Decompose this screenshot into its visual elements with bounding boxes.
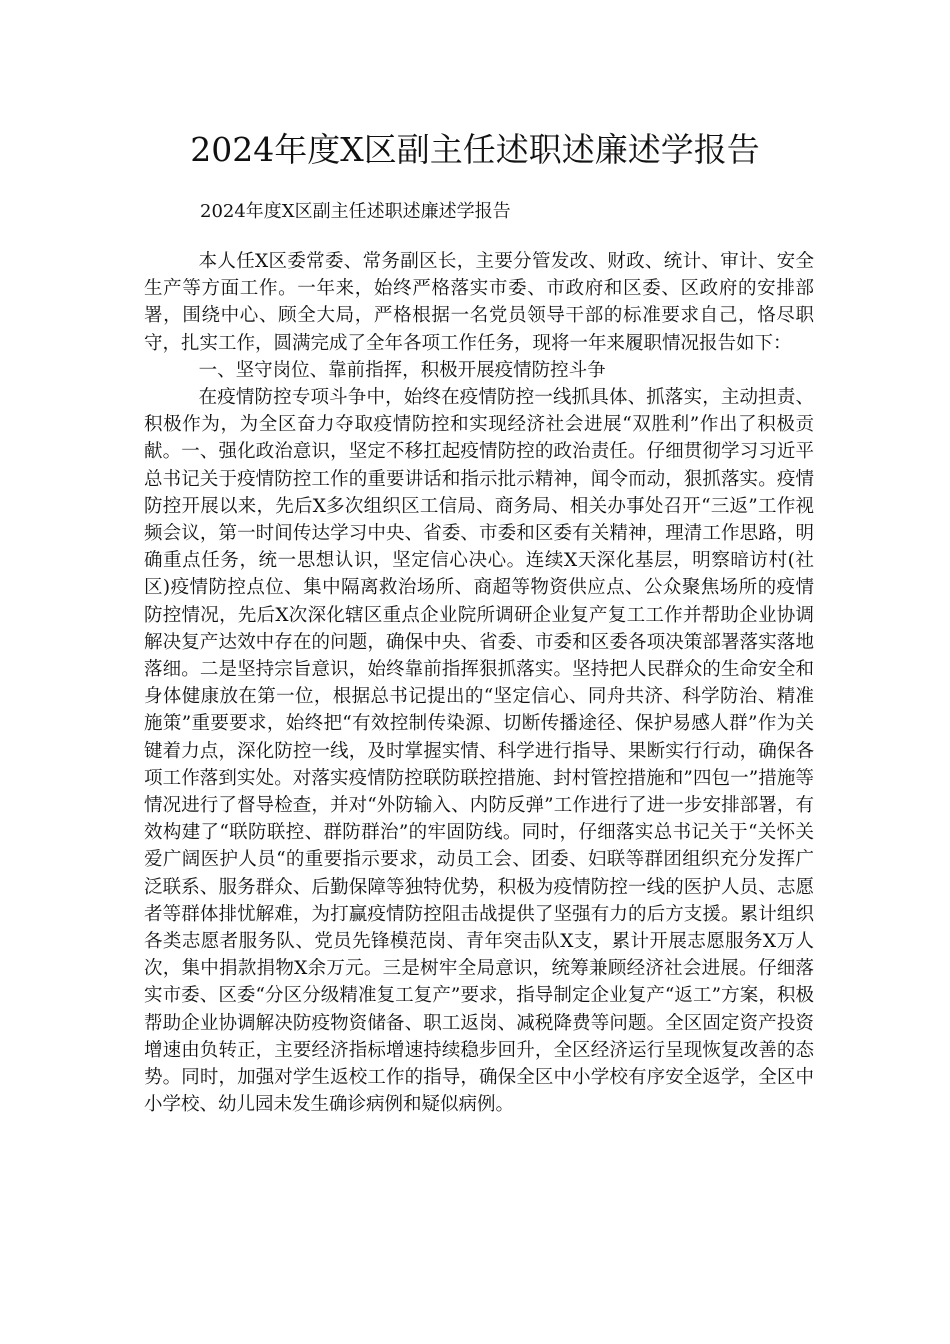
document-body: [144, 248, 814, 1119]
document-title: 2024年度X区副主任述职述廉述学报告: [190, 130, 760, 169]
body-paragraph: 在疫情防控专项斗争中，始终在疫情防控一线抓具体、抓落实，主动担责、积极作为，为全区奋力夺取疫情防控和实现经济社会进展“双胜利”作出了积极贡献。一、强化政治意识，坚定不移扛起疫情防控的政治责任。仔细贯彻学习习近平总书记关于疫情防控工作的重要讲话和指示批示精神，闻令而动，狠抓落实。疫情防控开展以来，先后X多次组织区工信局、商务局、相关办事处召开“三返”工作视频会议，第一时间传达学习中央、省委、市委和区委有关精神，理清工作思路，明确重点任务，统一思想认识，坚定信心决心。连续X天深化基层，明察暗访村(社区)疫情防控点位、集中隔离救治场所、商超等物资供应点、公众聚焦场所的疫情防控情况，先后X次深化辖区重点企业院所调研企业复产复工工作并帮助企业协调解决复产达效中存在的问题，确保中央、省委、市委和区委各项决策部署落实落地落细。二是坚持宗旨意识，始终靠前指挥狠抓落实。坚持把人民群众的生命安全和身体健康放在第一位，根据总书记提出的“坚定信心、同舟共济、科学防治、精准施策”重要要求，始终把“有效控制传染源、切断传播途径、保护易感人群”作为关键着力点，深化防控一线，及时掌握实情、科学进行指导、果断实行行动，确保各项工作落到实处。对落实疫情防控联防联控措施、封村管控措施和”四包一”措施等情况进行了督导检查，并对“外防输入、内防反弹”工作进行了进一步安排部署，有效构建了“联防联控、群防群治”的牢固防线。同时，仔细落实总书记关于“关怀关爱广阔医护人员“的重要指示要求，动员工会、团委、妇联等群团组织充分发挥广泛联系、服务群众、后勤保障等独特优势，积极为疫情防控一线的医护人员、志愿者等群体排忧解难，为打赢疫情防控阻击战提供了坚强有力的后方支援。累计组织各类志愿者服务队、党员先锋模范岗、青年突击队X支，累计开展志愿服务X万人次，集中捐款捐物X余万元。三是树牢全局意识，统筹兼顾经济社会进展。仔细落实市委、区委“分区分级精准复工复产”要求，指导制定企业复产“返工”方案，积极帮助企业协调解决防疫物资储备、职工返岗、减税降费等问题。全区固定资产投资增速由负转正，主要经济指标增速持续稳步回升，全区经济运行呈现恢复改善的态势。同时，加强对学生返校工作的指导，确保全区中小学校有序安全返学，全区中小学校、幼儿园未发生确诊病例和疑似病例。: [144, 387, 814, 1116]
document-subtitle: 2024年度X区副主任述职述廉述学报告: [200, 201, 511, 222]
section-heading: 一、坚守岗位、靠前指挥，积极开展疫情防控斗争: [198, 359, 606, 381]
intro-paragraph: 本人任X区委常委、常务副区长，主要分管发改、财政、统计、审计、安全生产等方面工作。一年来，始终严格落实市委、市政府和区委、区政府的安排部署，围绕中心、顾全大局，严格根据一名党员领导干部的标准要求自己，恪尽职守，扎实工作，圆满完成了全年各项工作任务，现将一年来履职情况报告如下：: [144, 251, 814, 354]
